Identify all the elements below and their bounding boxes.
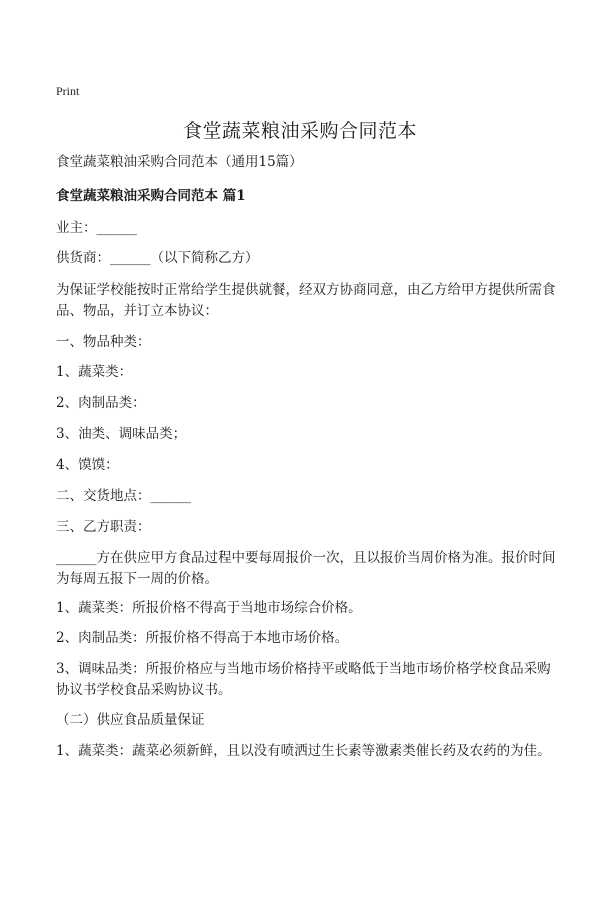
- list-item: 3、调味品类：所报价格应与当地市场价格持平或略低于当地市场价格学校食品采购协议书学校食品采购协议书。: [56, 661, 551, 698]
- list-item: 1、蔬菜类：: [56, 364, 133, 380]
- list-item: 2、肉制品类：所报价格不得高于本地市场价格。: [56, 630, 349, 646]
- delivery-location-line: 二、交货地点：______: [56, 488, 191, 504]
- subtitle-paragraph: 食堂蔬菜粮油采购合同范本（通用15篇）: [56, 154, 303, 170]
- owner-line: 业主：______: [56, 220, 137, 236]
- list-item: 3、油类、调味品类；: [56, 426, 187, 442]
- section-heading: 食堂蔬菜粮油采购合同范本 篇1: [56, 188, 246, 204]
- item-category-heading: 一、物品种类：: [56, 334, 151, 350]
- supplier-line: 供货商：______（以下简称乙方）: [56, 250, 259, 266]
- list-item: 1、蔬菜类：蔬菜必须新鲜，且以没有喷洒过生长素等激素类催长药及农药的为佳。: [56, 743, 551, 759]
- pricing-paragraph: ______方在供应甲方食品过程中要每周报价一次，且以报价当周价格为准。报价时间为每周五报下一周的价格。: [56, 550, 556, 587]
- intro-paragraph: 为保证学校能按时正常给学生提供就餐，经双方协商同意，由乙方给甲方提供所需食品、物品，并订立本协议：: [56, 282, 556, 319]
- list-item: 1、蔬菜类：所报价格不得高于当地市场综合价格。: [56, 600, 362, 616]
- print-label[interactable]: Print: [56, 84, 80, 98]
- list-item: 2、肉制品类：: [56, 395, 146, 411]
- document-title: 食堂蔬菜粮油采购合同范本: [182, 120, 417, 142]
- quality-heading: （二）供应食品质量保证: [56, 712, 205, 728]
- list-item: 4、馍馍：: [56, 457, 119, 473]
- duties-heading: 三、乙方职责：: [56, 519, 151, 535]
